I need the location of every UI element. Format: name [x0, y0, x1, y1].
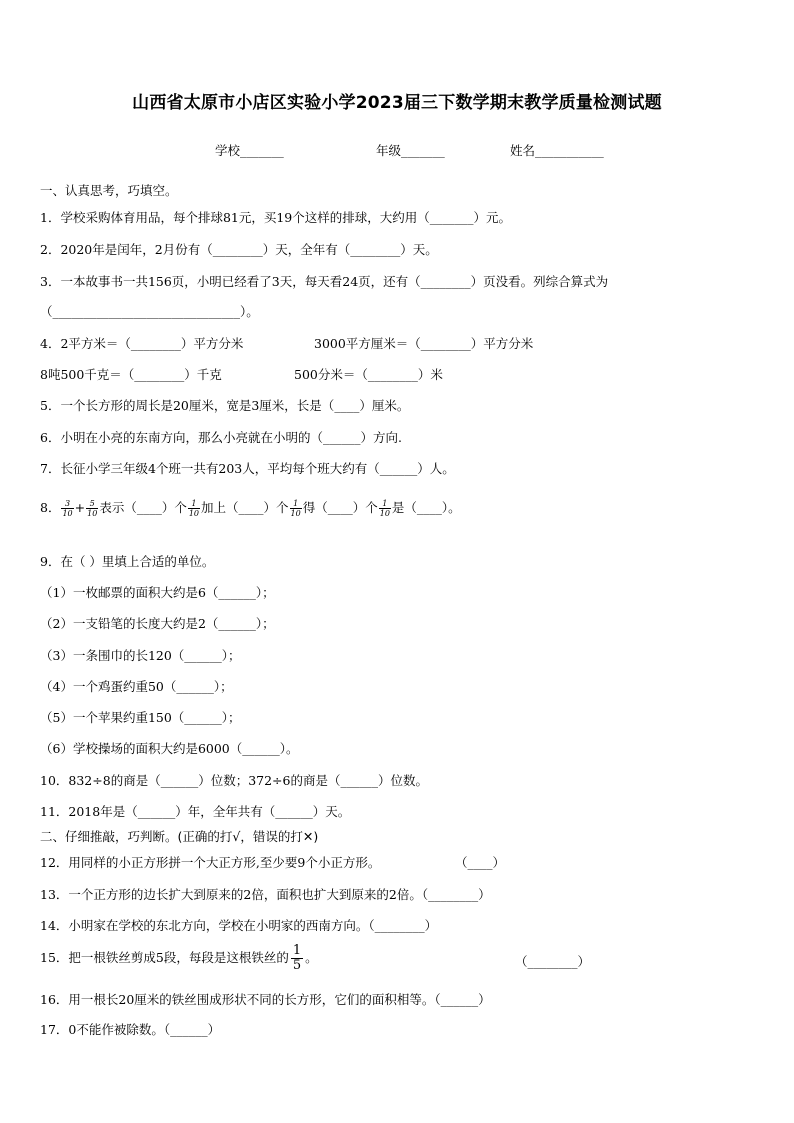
question-7: 7．长征小学三年级4个班一共有203人，平均每个班大约有（______）人。: [40, 461, 455, 476]
frac-numerator: 1: [292, 943, 302, 958]
question-16: 16．用一根长20厘米的铁丝围成形状不同的长方形，它们的面积相等。（______）: [40, 992, 491, 1007]
question-4c: 8吨500千克＝（________）千克: [40, 367, 222, 382]
question-9-1: （1）一枚邮票的面积大约是6（______）；: [40, 585, 275, 600]
question-17: 17．0不能作被除数。（______）: [40, 1022, 221, 1037]
fraction-1-5: [291, 944, 303, 973]
frac-numerator: 1: [379, 499, 391, 509]
q8-text-2: 加上（____）个: [201, 500, 289, 515]
question-15: [40, 944, 318, 973]
section-1-heading: 一、认真思考，巧填空。: [40, 183, 178, 198]
question-4a: 4．2平方米＝（________）平方分米: [40, 336, 244, 351]
question-1: 1．学校采购体育用品，每个排球81元，买19个这样的排球，大约用（_______）元。: [40, 210, 512, 225]
frac-denominator: 10: [188, 509, 200, 518]
question-14: 14．小明家在学校的东北方向，学校在小明家的西南方向。（________）: [40, 918, 438, 933]
grade-field: 年级_______: [376, 143, 445, 158]
question-13: 13．一个正方形的边长扩大到原来的2倍，面积也扩大到原来的2倍。（________）: [40, 887, 491, 902]
question-9-3: （3）一条围巾的长120（______）；: [40, 648, 241, 663]
question-9-4: （4）一个鸡蛋约重50（______）；: [40, 679, 233, 694]
question-11: 11．2018年是（______）年，全年共有（______）天。: [40, 804, 351, 819]
question-5: 5．一个长方形的周长是20厘米，宽是3厘米，长是（____）厘米。: [40, 398, 410, 413]
frac-denominator: 10: [87, 509, 98, 518]
q8-text-1: 表示（____）个: [99, 500, 187, 515]
q15-end: 。: [305, 950, 318, 965]
q15-text: 15．把一根铁丝剪成5段，每段是这根铁丝的: [40, 950, 289, 965]
question-4b: 3000平方厘米＝（________）平方分米: [314, 336, 534, 351]
question-9-5: （5）一个苹果约重150（______）；: [40, 710, 241, 725]
name-field: 姓名___________: [510, 143, 604, 158]
q8-text-4: 是（____）。: [391, 500, 461, 515]
school-field: 学校_______: [215, 143, 284, 158]
frac-numerator: 1: [290, 499, 302, 509]
section-2-heading: 二、仔细推敲，巧判断。(正确的打√，错误的打✕): [40, 829, 319, 844]
page-title: 山西省太原市小店区实验小学2023届三下数学期末教学质量检测试题: [132, 93, 662, 113]
question-15-blank: （________）: [515, 954, 591, 969]
question-10: 10．832÷8的商是（______）位数；372÷6的商是（______）位数。: [40, 773, 428, 788]
q8-text-3: 得（____）个: [302, 500, 378, 515]
fraction-1-10: [379, 499, 391, 518]
fraction-3-10: [61, 499, 73, 518]
frac-numerator: 5: [86, 499, 98, 509]
plus-sign: +: [74, 500, 86, 515]
question-3-line1: 3．一本故事书一共156页，小明已经看了3天，每天看24页，还有（________）页没看。列综合算式为: [40, 274, 609, 289]
question-9: 9．在（ ）里填上合适的单位。: [40, 554, 215, 569]
frac-denominator: 10: [379, 509, 390, 518]
question-12: 12．用同样的小正方形拼一个大正方形,至少要9个小正方形。: [40, 855, 381, 870]
question-12-blank: （____）: [455, 855, 506, 870]
fraction-1-10: [188, 499, 200, 518]
question-8: [40, 498, 461, 518]
question-6: 6．小明在小亮的东南方向，那么小亮就在小明的（______）方向.: [40, 430, 402, 445]
frac-denominator: 10: [290, 509, 301, 518]
q8-prefix: 8．: [40, 500, 61, 515]
frac-numerator: 1: [188, 499, 200, 509]
question-3-line2: （______________________________）。: [40, 304, 259, 319]
question-2: 2．2020年是闰年，2月份有（________）天，全年有（________）天。: [40, 242, 438, 257]
fraction-5-10: [86, 499, 98, 518]
frac-denominator: 10: [62, 509, 73, 518]
question-4d: 500分米＝（________）米: [294, 367, 443, 382]
fraction-1-10: [290, 499, 302, 518]
frac-numerator: 3: [61, 499, 73, 509]
question-9-6: （6）学校操场的面积大约是6000（______）。: [40, 741, 299, 756]
question-9-2: （2）一支铅笔的长度大约是2（______）；: [40, 616, 275, 631]
frac-denominator: 5: [292, 958, 302, 973]
